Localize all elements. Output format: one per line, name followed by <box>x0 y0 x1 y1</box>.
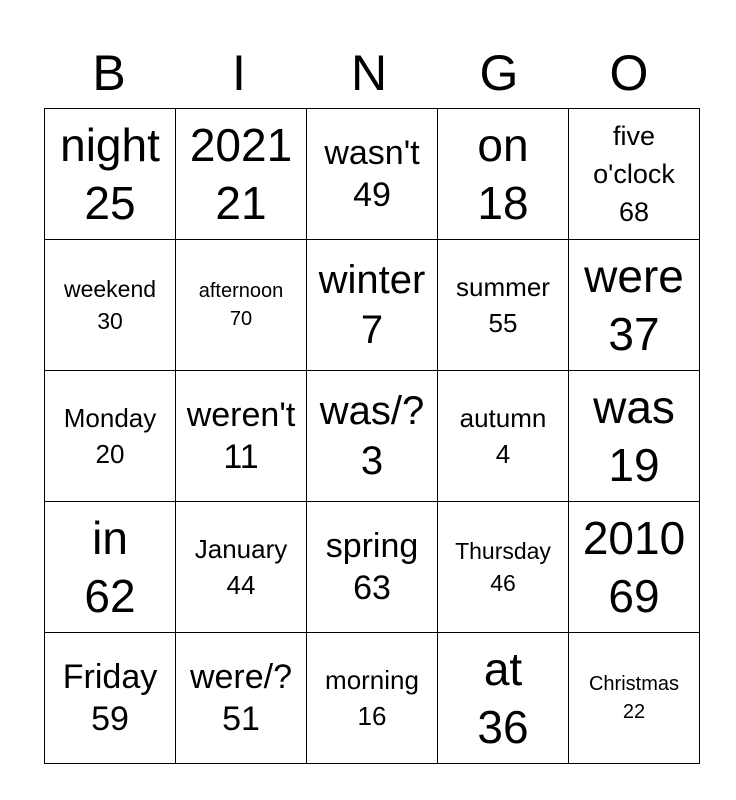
cell-number: 19 <box>608 439 660 491</box>
cell-number: 36 <box>477 701 529 753</box>
cell-number: 18 <box>477 177 529 229</box>
cell-number: 69 <box>608 570 660 622</box>
cell-word: Christmas <box>588 673 679 695</box>
bingo-cell[interactable] <box>569 633 700 764</box>
board-row <box>45 109 700 240</box>
cell-number: 20 <box>95 439 125 469</box>
bingo-cell[interactable] <box>438 633 569 764</box>
cell-content <box>45 240 175 370</box>
cell-number: 49 <box>353 176 391 214</box>
cell-word: on <box>477 119 529 171</box>
header-letter-g: G <box>479 45 519 101</box>
cell-number: 22 <box>622 701 646 723</box>
cell-word: wasn't <box>324 134 420 172</box>
bingo-cell[interactable] <box>45 109 176 240</box>
cell-content <box>569 502 699 632</box>
cell-word: autumn <box>459 403 547 433</box>
bingo-cell[interactable] <box>438 502 569 633</box>
cell-content <box>438 240 568 370</box>
cell-word: summer <box>456 272 550 302</box>
cell-content <box>176 633 306 763</box>
cell-number: 37 <box>608 308 660 360</box>
cell-word: weekend <box>63 276 157 302</box>
bingo-header <box>44 40 694 106</box>
cell-word: was <box>593 381 675 433</box>
cell-content <box>438 109 568 239</box>
cell-number: 68 <box>618 197 650 227</box>
cell-content <box>176 240 306 370</box>
cell-number: 7 <box>360 308 384 352</box>
bingo-cell[interactable] <box>176 502 307 633</box>
cell-word: weren't <box>186 396 296 434</box>
cell-number: 70 <box>229 308 253 330</box>
cell-content <box>569 109 699 239</box>
bingo-cell[interactable] <box>569 371 700 502</box>
bingo-cell[interactable] <box>176 109 307 240</box>
cell-content <box>307 371 437 501</box>
cell-number: 55 <box>488 308 518 338</box>
cell-content <box>569 371 699 501</box>
cell-content <box>45 502 175 632</box>
bingo-cell[interactable] <box>307 109 438 240</box>
header-letter-b: B <box>92 45 126 101</box>
cell-number: 3 <box>360 439 384 483</box>
bingo-cell[interactable] <box>176 633 307 764</box>
cell-number: 44 <box>226 570 256 600</box>
bingo-cell[interactable] <box>45 502 176 633</box>
cell-word: morning <box>325 665 419 695</box>
bingo-cell[interactable] <box>307 371 438 502</box>
bingo-cell[interactable] <box>438 371 569 502</box>
cell-content <box>45 633 175 763</box>
cell-content <box>307 502 437 632</box>
cell-content <box>438 633 568 763</box>
cell-content <box>438 371 568 501</box>
cell-number: 16 <box>357 701 387 731</box>
bingo-cell[interactable] <box>307 502 438 633</box>
cell-number: 59 <box>91 700 129 738</box>
cell-content <box>176 109 306 239</box>
bingo-cell[interactable] <box>307 633 438 764</box>
board-row <box>45 633 700 764</box>
cell-number: 63 <box>353 569 391 607</box>
cell-number: 4 <box>495 439 511 469</box>
cell-content <box>307 109 437 239</box>
header-letter-i: I <box>232 45 246 101</box>
cell-content <box>176 502 306 632</box>
bingo-cell[interactable] <box>438 109 569 240</box>
cell-word: were <box>584 250 684 302</box>
cell-number: 51 <box>222 700 260 738</box>
cell-number: 21 <box>215 177 267 229</box>
header-letter-o: O <box>609 45 649 101</box>
bingo-cell[interactable] <box>176 240 307 371</box>
cell-content <box>45 371 175 501</box>
cell-content <box>438 502 568 632</box>
cell-word: at <box>483 643 523 695</box>
bingo-cell[interactable] <box>176 371 307 502</box>
board-row <box>45 240 700 371</box>
bingo-cell[interactable] <box>45 633 176 764</box>
board-row <box>45 371 700 502</box>
bingo-cell[interactable] <box>45 240 176 371</box>
cell-word: in <box>92 512 128 564</box>
bingo-cell[interactable] <box>307 240 438 371</box>
cell-number: 30 <box>97 308 123 334</box>
bingo-cell[interactable] <box>438 240 569 371</box>
cell-content <box>569 633 699 763</box>
bingo-cell[interactable] <box>569 502 700 633</box>
cell-word: January <box>194 534 288 564</box>
bingo-cell[interactable] <box>569 240 700 371</box>
cell-word: was/? <box>319 389 425 433</box>
cell-word: Monday <box>63 403 157 433</box>
cell-word: spring <box>325 527 419 565</box>
cell-content <box>569 240 699 370</box>
cell-content <box>307 633 437 763</box>
cell-word: Thursday <box>455 538 551 564</box>
cell-word: Friday <box>62 658 158 696</box>
cell-content <box>307 240 437 370</box>
cell-content <box>176 371 306 501</box>
cell-word: afternoon <box>198 280 284 302</box>
cell-word: winter <box>318 258 426 302</box>
cell-number: 25 <box>84 177 136 229</box>
board-row <box>45 502 700 633</box>
cell-word: five o'clock <box>593 121 675 189</box>
cell-word: were/? <box>189 658 293 696</box>
cell-number: 46 <box>490 570 516 596</box>
cell-content <box>45 109 175 239</box>
bingo-board <box>44 108 700 764</box>
bingo-cell[interactable] <box>569 109 700 240</box>
cell-word: 2010 <box>582 512 686 564</box>
cell-number: 62 <box>84 570 136 622</box>
cell-number: 11 <box>223 438 259 476</box>
cell-word: 2021 <box>189 119 293 171</box>
header-letter-n: N <box>350 45 388 101</box>
bingo-cell[interactable] <box>45 371 176 502</box>
cell-word: night <box>60 119 160 171</box>
